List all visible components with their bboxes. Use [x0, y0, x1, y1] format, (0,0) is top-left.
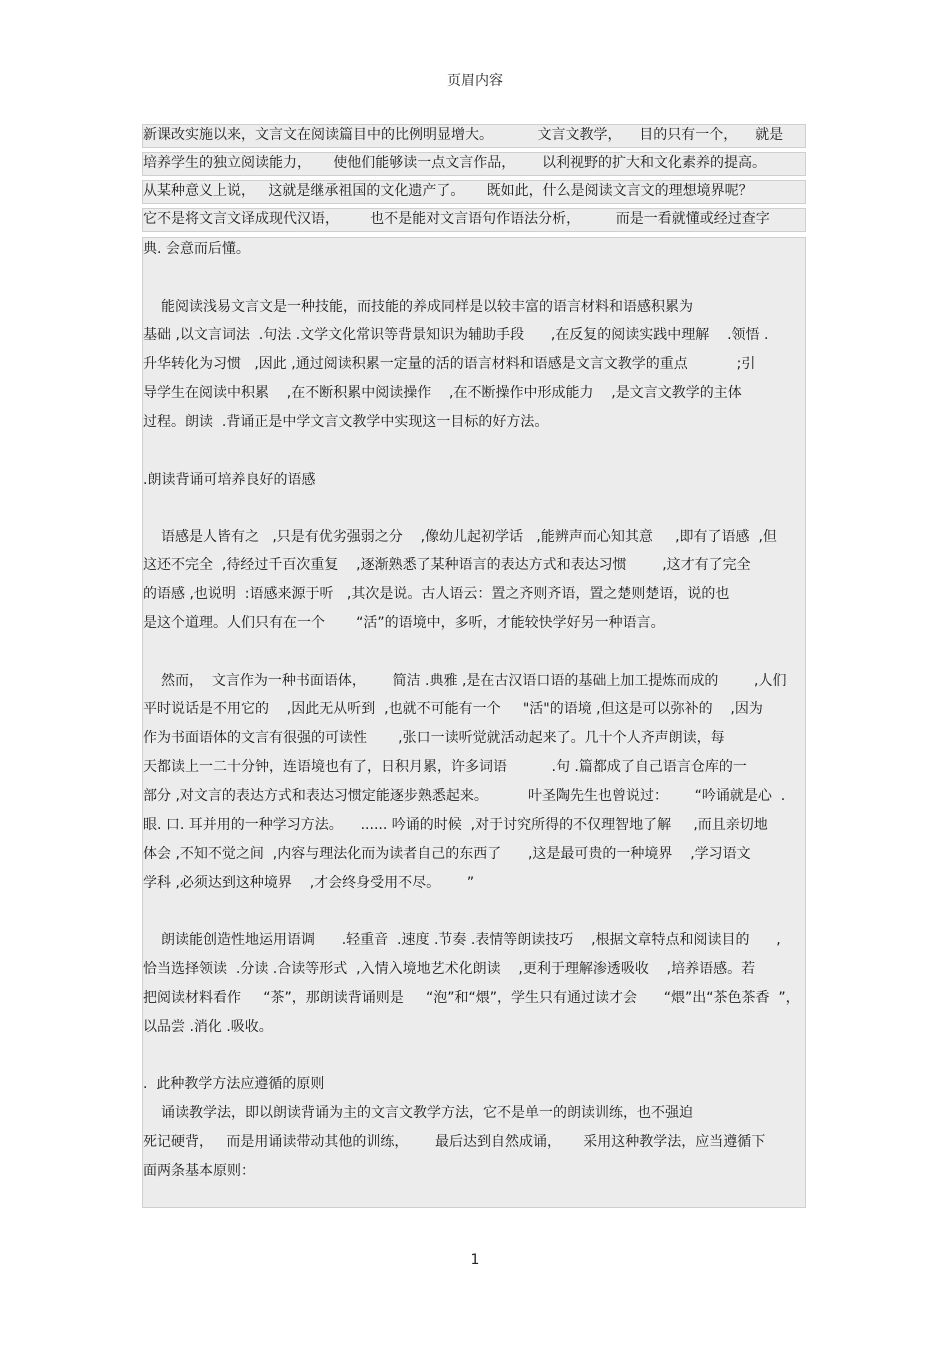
page-header: 页眉内容	[447, 73, 503, 89]
paragraph-line: 恰当选择领读 .分读 .合读等形式 ,入情入境地艺术化朗读 ,更利于理解渗透吸收 ,培养语感。若	[143, 961, 756, 977]
paragraph-line: 部分 ,对文言的表达方式和表达习惯定能逐步熟悉起来。 叶圣陶先生也曾说过： “吟诵就是心 .	[143, 788, 786, 804]
paragraph-line: 升华转化为习惯 ,因此 ,通过阅读积累一定量的活的语言材料和语感是文言文教学的重点 ;引	[143, 356, 756, 372]
paragraph-line: 是这个道理。人们只有在一个 “活”的语境中，多听，才能较快学好另一种语言。	[143, 615, 665, 631]
paragraph-line: 基础 ,以文言词法 .句法 .文学文化常识等背景知识为辅助手段 ,在反复的阅读实践中理解 .领悟 .	[143, 327, 769, 343]
paragraph-line: 眼. 口. 耳并用的一种学习方法。 ...... 吟诵的时候 ,对于讨究所得的不仅理智地了解 ,而且亲切地	[143, 817, 768, 833]
intro-line: 它不是将文言文译成现代汉语， 也不是能对文言语句作语法分析， 而是一看就懂或经过查字	[143, 211, 770, 227]
paragraph-line: 诵读教学法，即以朗读背诵为主的文言文教学方法，它不是单一的朗读训练，也不强迫	[161, 1105, 693, 1121]
paragraph-line: 然而， 文言作为一种书面语体， 简洁 .典雅 ,是在古汉语口语的基础上加工提炼而成的 ,人们	[161, 673, 787, 689]
paragraph-line: 作为书面语体的文言有很强的可读性 ,张口一读听觉就活动起来了。几十个人齐声朗读，每	[143, 730, 725, 746]
paragraph-line: 平时说话是不用它的 ,因此无从听到 ,也就不可能有一个 "活"的语境 ,但这是可以弥补的 ,因为	[143, 701, 763, 717]
paragraph-line: 面两条基本原则：	[143, 1163, 255, 1179]
paragraph-line: 死记硬背， 而是用诵读带动其他的训练， 最后达到自然成诵， 采用这种教学法，应当遵循下	[143, 1134, 766, 1150]
paragraph-line: 语感是人皆有之 ,只是有优劣强弱之分 ,像幼儿起初学话 ,能辨声而心知其意 ,即有了语感 ,但	[161, 529, 777, 545]
content-background	[142, 237, 806, 1208]
paragraph-line: 以品尝 .消化 .吸收。	[143, 1019, 273, 1035]
paragraph-line: 学科 ,必须达到这种境界 ,才会终身受用不尽。 ”	[143, 875, 475, 891]
paragraph-line: 过程。朗读 .背诵正是中学文言文教学中实现这一目标的好方法。	[143, 414, 549, 430]
paragraph-line: 能阅读浅易文言文是一种技能，而技能的养成同样是以较丰富的语言材料和语感积累为	[161, 299, 693, 315]
page-number: 1	[470, 1252, 480, 1268]
paragraph-line: 天都读上一二十分钟，连语境也有了，日积月累，许多词语 .句 .篇都成了自己语言仓库的一	[143, 759, 747, 775]
intro-line: 新课改实施以来，文言文在阅读篇目中的比例明显增大。 文言文教学， 目的只有一个， 就是	[143, 127, 784, 143]
paragraph-line: 导学生在阅读中积累 ,在不断积累中阅读操作 ,在不断操作中形成能力 ,是文言文教学的主体	[143, 385, 742, 401]
section-heading: .朗读背诵可培养良好的语感	[143, 472, 316, 488]
paragraph-line: 朗读能创造性地运用语调 .轻重音 .速度 .节奏 .表情等朗读技巧 ,根据文章特点和阅读目的 ,	[161, 932, 781, 948]
section-heading: . 此种教学方法应遵循的原则	[143, 1076, 325, 1092]
intro-line: 典. 会意而后懂。	[143, 241, 250, 257]
intro-line: 培养学生的独立阅读能力， 使他们能够读一点文言作品， 以利视野的扩大和文化素养的提高。	[143, 155, 766, 171]
paragraph-line: 这还不完全 ,待经过千百次重复 ,逐渐熟悉了某种语言的表达方式和表达习惯 ,这才有了完全	[143, 557, 751, 573]
paragraph-line: 把阅读材料看作 “茶”，那朗读背诵则是 “泡”和“煨”，学生只有通过读才会 “煨”出“茶色茶香 ”，	[143, 990, 800, 1006]
intro-line: 从某种意义上说， 这就是继承祖国的文化遗产了。 既如此，什么是阅读文言文的理想境界呢？	[143, 183, 753, 199]
paragraph-line: 体会 ,不知不觉之间 ,内容与理法化而为读者自己的东西了 ,这是最可贵的一种境界 ,学习语文	[143, 846, 751, 862]
paragraph-line: 的语感 ,也说明 :语感来源于听 ,其次是说。古人语云：置之齐则齐语，置之楚则楚语，说的也	[143, 586, 730, 602]
